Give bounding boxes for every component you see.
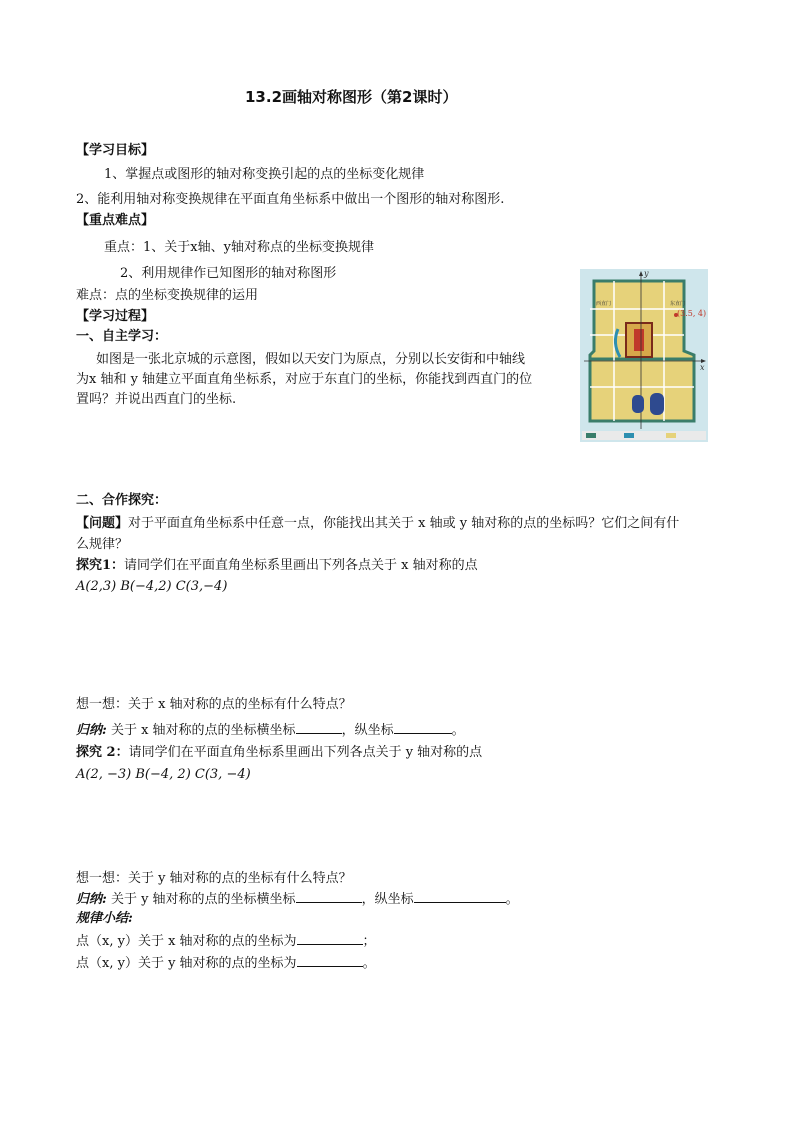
rule-2 <box>76 953 376 973</box>
question-label: 【问题】 <box>76 516 129 531</box>
objectives-heading: 【学习目标】 <box>76 143 155 158</box>
explore-1-points: A(2,3) B(−4,2) C(3,−4) <box>76 579 228 594</box>
beijing-map-figure <box>580 269 708 442</box>
objective-item-2: 2、能利用轴对称变换规律在平面直角坐标系中做出一个图形的轴对称图形. <box>76 192 505 207</box>
summary-1-blank-2[interactable] <box>394 720 452 734</box>
summary-2 <box>76 889 519 909</box>
summary-2-blank-2[interactable] <box>414 889 506 903</box>
self-study-line-1: 如图是一张北京城的示意图，假如以天安门为原点，分别以长安街和中轴线 <box>96 352 526 367</box>
explore-2-label: 探究 2： <box>76 745 129 760</box>
map-axis-y-label: y <box>644 269 649 278</box>
rule-1-end: ； <box>362 934 376 949</box>
summary-1-end: 。 <box>451 723 465 738</box>
self-study-line-3: 置吗？并说出西直门的坐标. <box>76 392 237 407</box>
rule-2-blank[interactable] <box>297 953 363 967</box>
summary-2-text-a: 关于 y 轴对称的点的坐标横坐标 <box>110 892 296 907</box>
map-label-dongzhimen: 东直门 <box>670 301 686 307</box>
question-line-1 <box>76 515 679 533</box>
key-points-heading: 【重点难点】 <box>76 213 155 228</box>
map-point-label: (3.5, 4) <box>677 309 707 318</box>
summary-1-blank-1[interactable] <box>296 720 342 734</box>
rule-summary-label: 规律小结: <box>76 911 133 926</box>
explore-1-label: 探究1： <box>76 558 125 573</box>
explore-2-points: A(2, −3) B(−4, 2) C(3, −4) <box>76 767 251 782</box>
focus-item-1: 重点：1、关于x轴、y轴对称点的坐标变换规律 <box>104 240 374 255</box>
map-axis-x-label: x <box>700 363 705 372</box>
explore-2-text: 请同学们在平面直角坐标系里画出下列各点关于 y 轴对称的点 <box>128 745 483 760</box>
rule-1-text: 点（x, y）关于 x 轴对称的点的坐标为 <box>76 934 297 949</box>
summary-1-text-b: ，纵坐标 <box>341 723 394 738</box>
summary-1-label: 归纳: <box>76 723 107 738</box>
explore-1-text: 请同学们在平面直角坐标系里画出下列各点关于 x 轴对称的点 <box>124 558 478 573</box>
coop-heading: 二、合作探究： <box>76 493 168 508</box>
page-title: 13.2画轴对称图形（第2课时） <box>245 88 458 106</box>
question-text: 对于平面直角坐标系中任意一点，你能找出其关于 x 轴或 y 轴对称的点的坐标吗？它们之间有什 <box>128 516 680 531</box>
rule-2-text: 点（x, y）关于 y 轴对称的点的坐标为 <box>76 956 297 971</box>
process-heading: 【学习过程】 <box>76 309 155 324</box>
summary-2-label: 归纳: <box>76 892 107 907</box>
explore-2-line <box>76 744 482 762</box>
rule-1 <box>76 931 376 951</box>
map-label-xizhimen: 西直门 <box>596 301 612 307</box>
difficulty-item: 难点：点的坐标变换规律的运用 <box>76 288 259 303</box>
objective-item-1: 1、掌握点或图形的轴对称变换引起的点的坐标变化规律 <box>104 167 425 182</box>
rule-1-blank[interactable] <box>297 931 363 945</box>
self-study-line-2: 为x 轴和 y 轴建立平面直角坐标系，对应于东直门的坐标，你能找到西直门的位 <box>76 372 533 387</box>
summary-2-blank-1[interactable] <box>296 889 362 903</box>
question-line-2: 么规律？ <box>76 537 129 552</box>
self-study-heading: 一、自主学习： <box>76 329 168 344</box>
explore-1-line <box>76 557 478 575</box>
focus-item-2: 2、利用规律作已知图形的轴对称图形 <box>120 266 337 281</box>
summary-2-text-b: ，纵坐标 <box>361 892 414 907</box>
think-2: 想一想：关于 y 轴对称的点的坐标有什么特点？ <box>76 871 352 886</box>
beijing-map-illustration <box>580 269 708 442</box>
summary-1 <box>76 720 465 740</box>
think-1: 想一想：关于 x 轴对称的点的坐标有什么特点？ <box>76 697 352 712</box>
rule-2-end: 。 <box>362 956 376 971</box>
summary-1-text-a: 关于 x 轴对称的点的坐标横坐标 <box>110 723 296 738</box>
summary-2-end: 。 <box>505 892 519 907</box>
